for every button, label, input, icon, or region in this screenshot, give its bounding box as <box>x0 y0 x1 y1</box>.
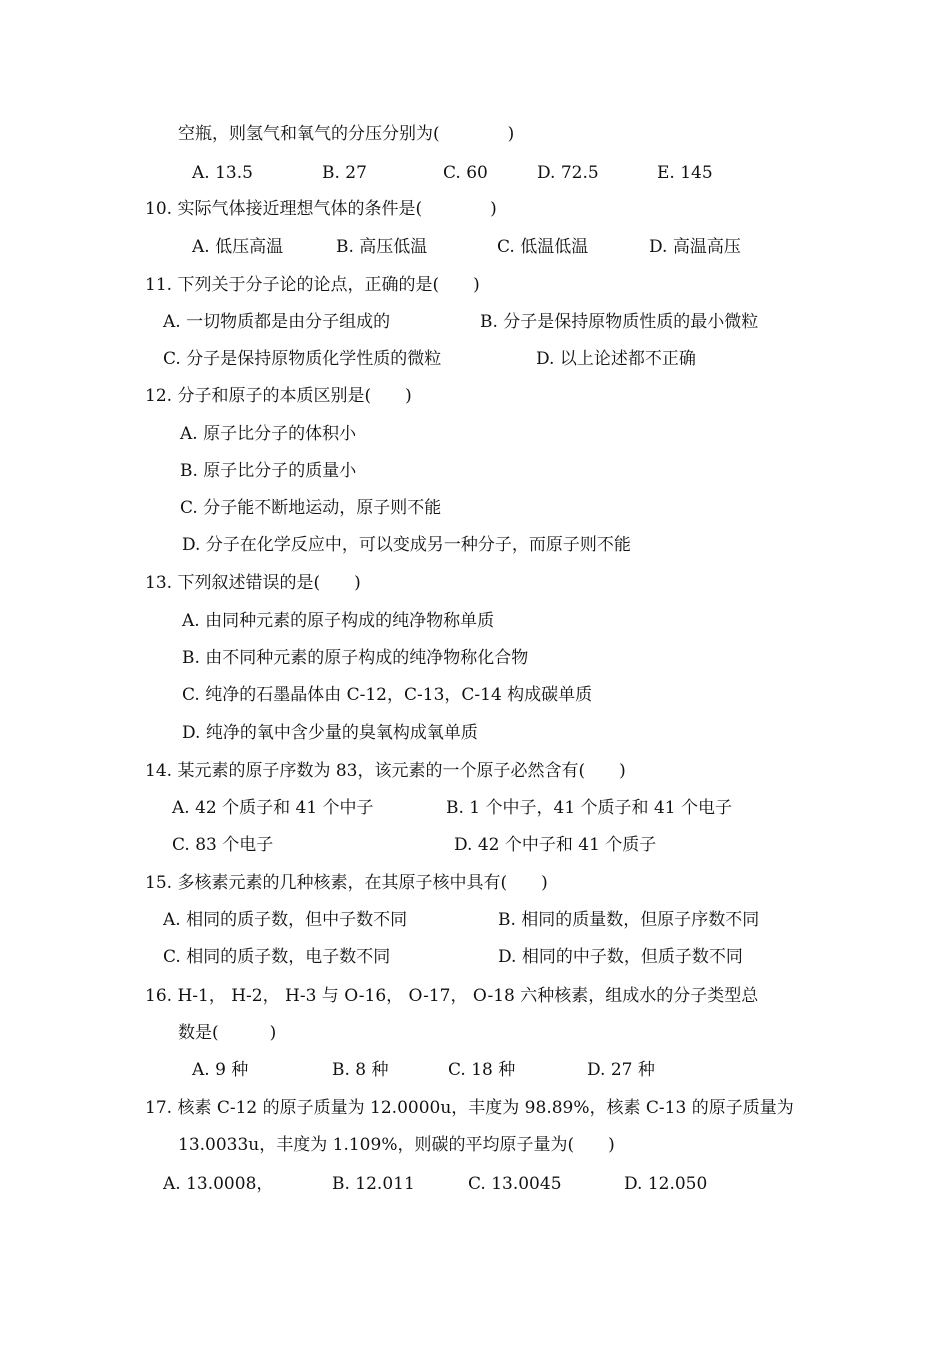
q13-option-d: D. 纯净的氧中含少量的臭氧构成氧单质 <box>182 723 478 743</box>
q15-option-d: D. 相同的中子数，但质子数不同 <box>498 947 743 967</box>
q12-stem: 12. 分子和原子的本质区别是( ) <box>145 386 412 406</box>
q15-option-a: A. 相同的质子数，但中子数不同 <box>163 910 408 930</box>
q14-option-d: D. 42 个中子和 41 个质子 <box>454 835 657 855</box>
q11-stem: 11. 下列关于分子论的论点，正确的是( ) <box>145 275 480 295</box>
q17-stem: 17. 核素 C-12 的原子质量为 12.0000u，丰度为 98.89%，核素 C-13 的原子质量为 <box>145 1098 794 1118</box>
q16-option-b: B. 8 种 <box>332 1060 389 1080</box>
q14-option-c: C. 83 个电子 <box>172 835 274 855</box>
q9-stem-continuation: 空瓶，则氢气和氧气的分压分别为( ) <box>178 124 515 144</box>
q13-option-b: B. 由不同种元素的原子构成的纯净物称化合物 <box>182 648 529 668</box>
q17-option-a: A. 13.0008， <box>163 1174 274 1194</box>
q16-option-c: C. 18 种 <box>448 1060 516 1080</box>
q17-option-d: D. 12.050 <box>624 1174 708 1194</box>
q11-option-a: A. 一切物质都是由分子组成的 <box>163 312 391 332</box>
q14-option-b: B. 1 个中子，41 个质子和 41 个电子 <box>446 798 732 818</box>
q12-option-b: B. 原子比分子的质量小 <box>180 461 357 481</box>
q13-option-a: A. 由同种元素的原子构成的纯净物称单质 <box>182 611 495 631</box>
q17-stem-continuation: 13.0033u，丰度为 1.109%，则碳的平均原子量为( ) <box>178 1135 615 1155</box>
q10-stem: 10. 实际气体接近理想气体的条件是( ) <box>145 199 497 219</box>
q15-option-b: B. 相同的质量数，但原子序数不同 <box>498 910 760 930</box>
q9-option-a: A. 13.5 <box>192 163 253 183</box>
q10-option-c: C. 低温低温 <box>497 237 589 257</box>
q10-option-b: B. 高压低温 <box>336 237 428 257</box>
q12-option-a: A. 原子比分子的体积小 <box>180 424 357 444</box>
q11-option-b: B. 分子是保持原物质性质的最小微粒 <box>480 312 759 332</box>
q16-option-a: A. 9 种 <box>192 1060 249 1080</box>
q10-option-a: A. 低压高温 <box>192 237 284 257</box>
q9-option-c: C. 60 <box>443 163 488 183</box>
q9-option-e: E. 145 <box>657 163 713 183</box>
q13-stem: 13. 下列叙述错误的是( ) <box>145 573 361 593</box>
q16-stem: 16. H-1， H-2， H-3 与 O-16， O-17， O-18 六种核素，组成水的分子类型总 <box>145 986 759 1006</box>
q16-stem-continuation: 数是( ) <box>178 1023 277 1043</box>
q15-option-c: C. 相同的质子数，电子数不同 <box>163 947 391 967</box>
q17-option-c: C. 13.0045 <box>468 1174 562 1194</box>
q9-option-b: B. 27 <box>322 163 367 183</box>
q13-option-c: C. 纯净的石墨晶体由 C-12，C-13，C-14 构成碳单质 <box>182 685 593 705</box>
q12-option-c: C. 分子能不断地运动，原子则不能 <box>180 498 442 518</box>
q10-option-d: D. 高温高压 <box>649 237 741 257</box>
q14-stem: 14. 某元素的原子序数为 83，该元素的一个原子必然含有( ) <box>145 761 626 781</box>
q11-option-c: C. 分子是保持原物质化学性质的微粒 <box>163 349 442 369</box>
q9-option-d: D. 72.5 <box>537 163 599 183</box>
q11-option-d: D. 以上论述都不正确 <box>536 349 696 369</box>
q12-option-d: D. 分子在化学反应中，可以变成另一种分子，而原子则不能 <box>182 535 631 555</box>
q15-stem: 15. 多核素元素的几种核素，在其原子核中具有( ) <box>145 873 548 893</box>
q17-option-b: B. 12.011 <box>332 1174 415 1194</box>
q14-option-a: A. 42 个质子和 41 个中子 <box>172 798 374 818</box>
q16-option-d: D. 27 种 <box>587 1060 655 1080</box>
